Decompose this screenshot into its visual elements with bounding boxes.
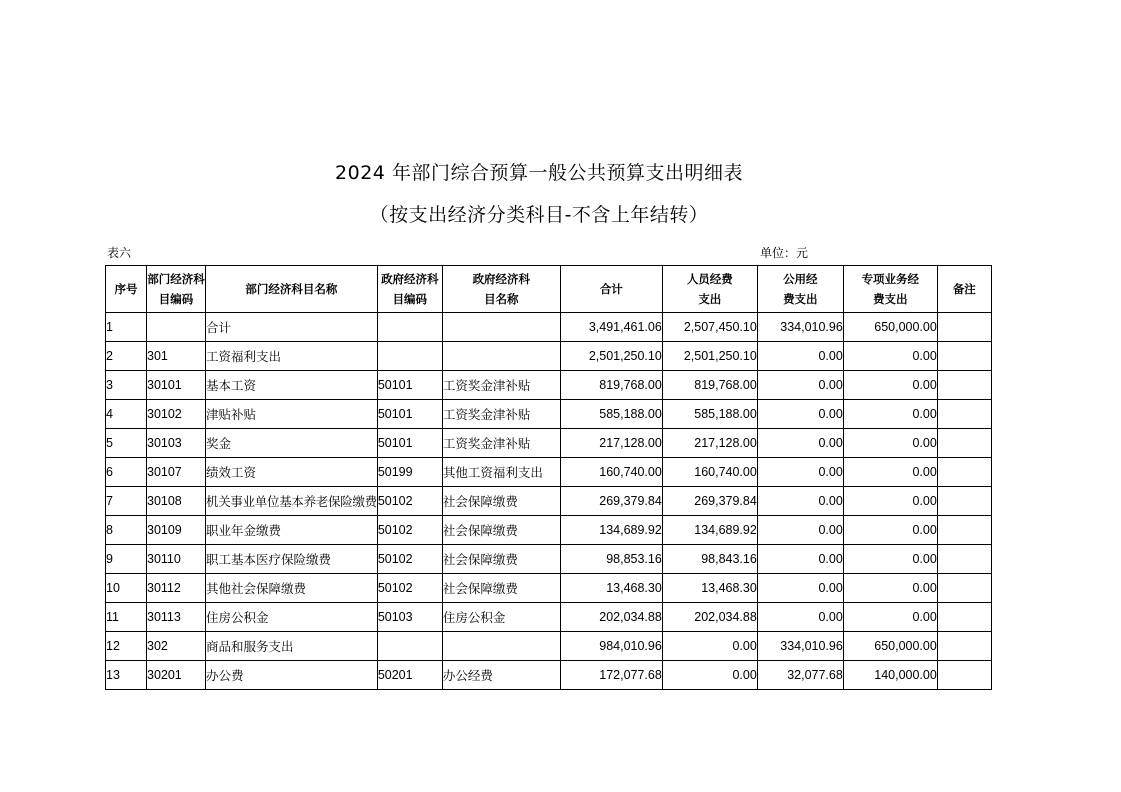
cell-dept-code: 30107 bbox=[147, 458, 206, 487]
cell-gov-name: 住房公积金 bbox=[442, 603, 560, 632]
cell-seq: 6 bbox=[106, 458, 147, 487]
cell-seq: 5 bbox=[106, 429, 147, 458]
cell-personnel: 160,740.00 bbox=[662, 458, 757, 487]
page-subtitle: （按支出经济分类科目-不含上年结转） bbox=[369, 204, 709, 226]
cell-gov-name bbox=[442, 313, 560, 342]
cell-public: 32,077.68 bbox=[757, 661, 843, 690]
cell-dept-name: 住房公积金 bbox=[206, 603, 378, 632]
cell-personnel: 585,188.00 bbox=[662, 400, 757, 429]
cell-special: 0.00 bbox=[843, 603, 937, 632]
table-row bbox=[106, 574, 992, 603]
table-row bbox=[106, 371, 992, 400]
cell-seq: 8 bbox=[106, 516, 147, 545]
cell-dept-name: 职工基本医疗保险缴费 bbox=[206, 545, 378, 574]
cell-dept-name: 办公费 bbox=[206, 661, 378, 690]
cell-dept-code: 30109 bbox=[147, 516, 206, 545]
cell-personnel: 2,501,250.10 bbox=[662, 342, 757, 371]
cell-total: 172,077.68 bbox=[560, 661, 662, 690]
cell-total: 202,034.88 bbox=[560, 603, 662, 632]
cell-total: 217,128.00 bbox=[560, 429, 662, 458]
cell-special: 0.00 bbox=[843, 371, 937, 400]
cell-total: 13,468.30 bbox=[560, 574, 662, 603]
header-seq: 序号 bbox=[106, 266, 147, 313]
cell-dept-code: 30113 bbox=[147, 603, 206, 632]
cell-gov-code: 50201 bbox=[377, 661, 442, 690]
table-label: 表六 bbox=[107, 246, 132, 260]
cell-special: 0.00 bbox=[843, 516, 937, 545]
header-total: 合计 bbox=[560, 266, 662, 313]
cell-dept-name: 绩效工资 bbox=[206, 458, 378, 487]
header-personnel: 人员经费支出 bbox=[662, 266, 757, 313]
cell-seq: 3 bbox=[106, 371, 147, 400]
cell-dept-name: 机关事业单位基本养老保险缴费 bbox=[206, 487, 378, 516]
cell-special: 0.00 bbox=[843, 574, 937, 603]
cell-personnel: 13,468.30 bbox=[662, 574, 757, 603]
cell-remark bbox=[937, 574, 991, 603]
cell-dept-code: 302 bbox=[147, 632, 206, 661]
cell-dept-name: 合计 bbox=[206, 313, 378, 342]
cell-gov-name: 社会保障缴费 bbox=[442, 516, 560, 545]
cell-dept-name: 商品和服务支出 bbox=[206, 632, 378, 661]
header-dept-code: 部门经济科目编码 bbox=[147, 266, 206, 313]
table-row bbox=[106, 661, 992, 690]
cell-public: 0.00 bbox=[757, 603, 843, 632]
cell-remark bbox=[937, 661, 991, 690]
page-title: 2024 年部门综合预算一般公共预算支出明细表 bbox=[335, 162, 743, 184]
table-row bbox=[106, 545, 992, 574]
cell-gov-code: 50103 bbox=[377, 603, 442, 632]
cell-seq: 1 bbox=[106, 313, 147, 342]
cell-special: 0.00 bbox=[843, 429, 937, 458]
cell-special: 650,000.00 bbox=[843, 632, 937, 661]
header-dept-name: 部门经济科目名称 bbox=[206, 266, 378, 313]
cell-personnel: 0.00 bbox=[662, 632, 757, 661]
cell-gov-code: 50101 bbox=[377, 400, 442, 429]
cell-gov-name bbox=[442, 632, 560, 661]
cell-public: 0.00 bbox=[757, 371, 843, 400]
cell-public: 0.00 bbox=[757, 487, 843, 516]
cell-public: 0.00 bbox=[757, 574, 843, 603]
cell-public: 334,010.96 bbox=[757, 313, 843, 342]
cell-public: 334,010.96 bbox=[757, 632, 843, 661]
cell-seq: 7 bbox=[106, 487, 147, 516]
cell-gov-name: 其他工资福利支出 bbox=[442, 458, 560, 487]
header-row bbox=[106, 266, 992, 313]
cell-special: 0.00 bbox=[843, 400, 937, 429]
header-gov-name: 政府经济科目名称 bbox=[442, 266, 560, 313]
cell-remark bbox=[937, 313, 991, 342]
cell-dept-name: 其他社会保障缴费 bbox=[206, 574, 378, 603]
cell-dept-name: 职业年金缴费 bbox=[206, 516, 378, 545]
cell-gov-code: 50102 bbox=[377, 545, 442, 574]
cell-special: 0.00 bbox=[843, 487, 937, 516]
cell-gov-name: 社会保障缴费 bbox=[442, 487, 560, 516]
cell-gov-name: 工资奖金津补贴 bbox=[442, 429, 560, 458]
cell-personnel: 2,507,450.10 bbox=[662, 313, 757, 342]
cell-remark bbox=[937, 487, 991, 516]
cell-public: 0.00 bbox=[757, 429, 843, 458]
cell-gov-name: 办公经费 bbox=[442, 661, 560, 690]
budget-table bbox=[105, 265, 992, 690]
cell-remark bbox=[937, 371, 991, 400]
table-row bbox=[106, 487, 992, 516]
header-special: 专项业务经费支出 bbox=[843, 266, 937, 313]
cell-dept-code: 30101 bbox=[147, 371, 206, 400]
cell-remark bbox=[937, 458, 991, 487]
table-row bbox=[106, 603, 992, 632]
cell-total: 984,010.96 bbox=[560, 632, 662, 661]
cell-total: 160,740.00 bbox=[560, 458, 662, 487]
cell-gov-name: 社会保障缴费 bbox=[442, 545, 560, 574]
cell-dept-code: 30108 bbox=[147, 487, 206, 516]
cell-gov-code bbox=[377, 313, 442, 342]
cell-dept-code: 30102 bbox=[147, 400, 206, 429]
cell-remark bbox=[937, 429, 991, 458]
cell-gov-name: 工资奖金津补贴 bbox=[442, 371, 560, 400]
cell-personnel: 134,689.92 bbox=[662, 516, 757, 545]
cell-public: 0.00 bbox=[757, 545, 843, 574]
cell-dept-code: 30112 bbox=[147, 574, 206, 603]
cell-dept-name: 基本工资 bbox=[206, 371, 378, 400]
cell-total: 585,188.00 bbox=[560, 400, 662, 429]
cell-public: 0.00 bbox=[757, 516, 843, 545]
cell-special: 140,000.00 bbox=[843, 661, 937, 690]
header-public: 公用经费支出 bbox=[757, 266, 843, 313]
cell-personnel: 98,843.16 bbox=[662, 545, 757, 574]
cell-total: 269,379.84 bbox=[560, 487, 662, 516]
cell-gov-code: 50101 bbox=[377, 429, 442, 458]
table-row bbox=[106, 313, 992, 342]
cell-total: 134,689.92 bbox=[560, 516, 662, 545]
cell-dept-code bbox=[147, 313, 206, 342]
cell-gov-code bbox=[377, 342, 442, 371]
cell-personnel: 0.00 bbox=[662, 661, 757, 690]
cell-public: 0.00 bbox=[757, 342, 843, 371]
cell-dept-code: 30110 bbox=[147, 545, 206, 574]
cell-special: 0.00 bbox=[843, 545, 937, 574]
cell-seq: 4 bbox=[106, 400, 147, 429]
table-row bbox=[106, 400, 992, 429]
cell-special: 0.00 bbox=[843, 458, 937, 487]
cell-seq: 2 bbox=[106, 342, 147, 371]
cell-seq: 9 bbox=[106, 545, 147, 574]
table-row bbox=[106, 632, 992, 661]
table-row bbox=[106, 516, 992, 545]
cell-gov-code: 50102 bbox=[377, 574, 442, 603]
cell-total: 2,501,250.10 bbox=[560, 342, 662, 371]
cell-gov-name bbox=[442, 342, 560, 371]
table-row bbox=[106, 458, 992, 487]
cell-seq: 13 bbox=[106, 661, 147, 690]
cell-gov-code: 50199 bbox=[377, 458, 442, 487]
header-gov-code: 政府经济科目编码 bbox=[377, 266, 442, 313]
cell-remark bbox=[937, 400, 991, 429]
cell-public: 0.00 bbox=[757, 400, 843, 429]
cell-gov-code bbox=[377, 632, 442, 661]
cell-total: 98,853.16 bbox=[560, 545, 662, 574]
table-row bbox=[106, 429, 992, 458]
cell-gov-code: 50102 bbox=[377, 487, 442, 516]
cell-total: 819,768.00 bbox=[560, 371, 662, 400]
cell-personnel: 202,034.88 bbox=[662, 603, 757, 632]
cell-remark bbox=[937, 545, 991, 574]
cell-public: 0.00 bbox=[757, 458, 843, 487]
cell-personnel: 819,768.00 bbox=[662, 371, 757, 400]
cell-dept-name: 奖金 bbox=[206, 429, 378, 458]
cell-remark bbox=[937, 603, 991, 632]
cell-dept-code: 30103 bbox=[147, 429, 206, 458]
cell-personnel: 269,379.84 bbox=[662, 487, 757, 516]
cell-seq: 10 bbox=[106, 574, 147, 603]
cell-personnel: 217,128.00 bbox=[662, 429, 757, 458]
table-row bbox=[106, 342, 992, 371]
cell-dept-code: 30201 bbox=[147, 661, 206, 690]
cell-gov-code: 50101 bbox=[377, 371, 442, 400]
cell-remark bbox=[937, 342, 991, 371]
cell-remark bbox=[937, 632, 991, 661]
cell-special: 0.00 bbox=[843, 342, 937, 371]
cell-special: 650,000.00 bbox=[843, 313, 937, 342]
cell-seq: 12 bbox=[106, 632, 147, 661]
unit-label: 单位：元 bbox=[760, 246, 809, 260]
cell-dept-code: 301 bbox=[147, 342, 206, 371]
cell-dept-name: 津贴补贴 bbox=[206, 400, 378, 429]
cell-gov-name: 工资奖金津补贴 bbox=[442, 400, 560, 429]
cell-gov-code: 50102 bbox=[377, 516, 442, 545]
cell-gov-name: 社会保障缴费 bbox=[442, 574, 560, 603]
cell-total: 3,491,461.06 bbox=[560, 313, 662, 342]
header-remark: 备注 bbox=[937, 266, 991, 313]
cell-seq: 11 bbox=[106, 603, 147, 632]
cell-dept-name: 工资福利支出 bbox=[206, 342, 378, 371]
cell-remark bbox=[937, 516, 991, 545]
